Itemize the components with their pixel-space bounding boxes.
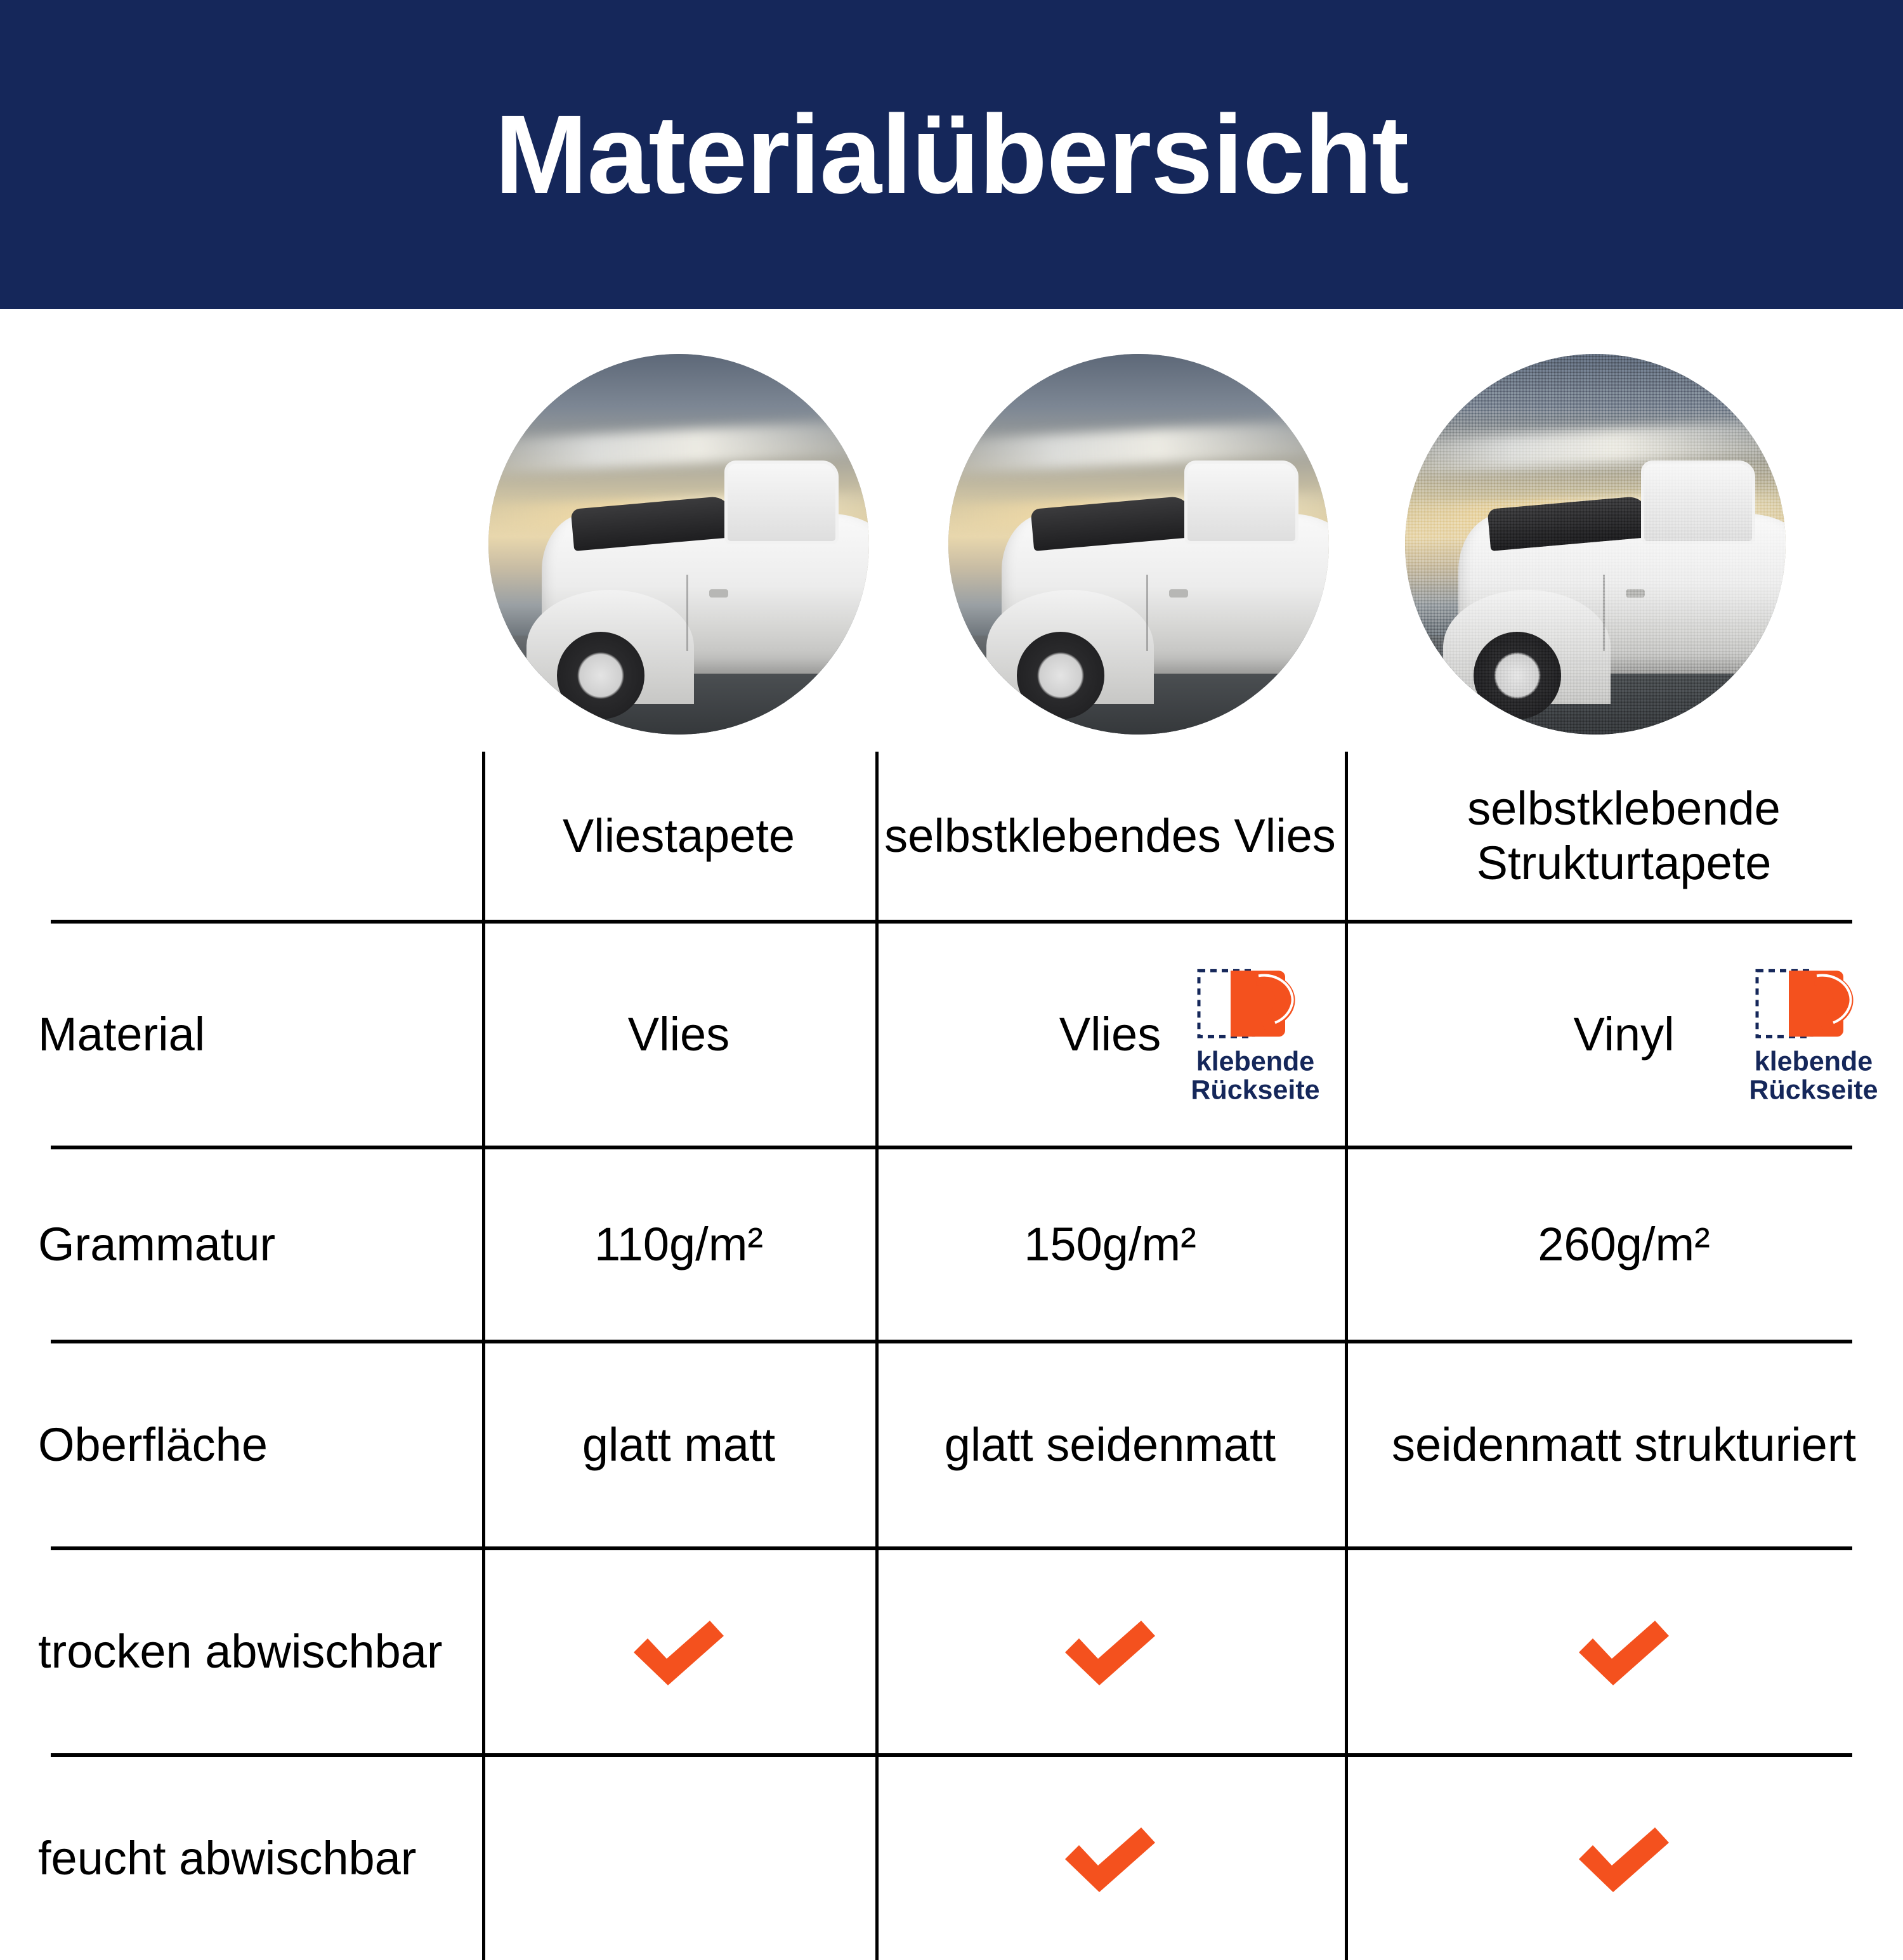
cell-grammatur-selbstklebende-strukturtapete: 260g/m² xyxy=(1538,1218,1710,1271)
row-label-trocken-abwischbar: trocken abwischbar xyxy=(38,1625,443,1678)
table-row xyxy=(0,1343,1903,1546)
cell-oberflaeche-selbstklebendes-vlies: glatt seidenmatt xyxy=(944,1418,1276,1472)
table-row xyxy=(0,1757,1903,1960)
check-icon xyxy=(1570,1610,1678,1693)
page-title: Materialübersicht xyxy=(494,92,1409,217)
thumbnail-vliestapete xyxy=(488,354,869,735)
cell-feucht-selbstklebende-strukturtapete xyxy=(1345,1757,1903,1960)
car-photo-image xyxy=(1405,354,1786,735)
cell-value: Vinyl xyxy=(1573,1008,1675,1061)
table-row xyxy=(0,1149,1903,1340)
cell-feucht-selbstklebendes-vlies xyxy=(875,1757,1345,1960)
row-label-grammatur: Grammatur xyxy=(38,1218,276,1271)
table-header-row xyxy=(0,752,1903,920)
peel-sticker-icon xyxy=(1195,964,1316,1043)
peel-sticker-icon xyxy=(1753,964,1874,1043)
check-icon xyxy=(1056,1610,1164,1693)
car-door-handle xyxy=(1169,589,1188,598)
cell-trocken-vliestapete xyxy=(482,1550,875,1753)
car-window xyxy=(1184,461,1298,544)
klebende-rueckseite-badge xyxy=(1734,964,1893,1104)
car-door-line xyxy=(686,575,688,651)
row-label-feucht-abwischbar: feucht abwischbar xyxy=(38,1832,417,1885)
badge-label: klebende Rückseite xyxy=(1191,1046,1320,1106)
cell-value: Vlies xyxy=(1059,1008,1161,1061)
car-window xyxy=(724,461,839,544)
row-label-oberflaeche: Oberfläche xyxy=(38,1418,268,1472)
car-wheel xyxy=(1017,632,1104,719)
page-header xyxy=(0,0,1903,309)
check-icon xyxy=(625,1610,733,1693)
cell-trocken-selbstklebende-strukturtapete xyxy=(1345,1550,1903,1753)
table-row xyxy=(0,924,1903,1146)
material-preview-row xyxy=(0,350,1903,756)
cell-oberflaeche-selbstklebende-strukturtapete: seidenmatt strukturiert xyxy=(1391,1418,1857,1472)
car-photo-image xyxy=(488,354,869,735)
table-corner-cell xyxy=(0,752,482,920)
car-wheel xyxy=(557,632,644,719)
structure-texture-overlay xyxy=(1405,354,1786,735)
table-row xyxy=(0,1550,1903,1753)
column-header-vliestapete: Vliestapete xyxy=(562,809,795,862)
car-photo-image xyxy=(948,354,1329,735)
column-header-selbstklebende-strukturtapete: selbstklebende Strukturtapete xyxy=(1467,781,1781,889)
cell-grammatur-selbstklebendes-vlies: 150g/m² xyxy=(1024,1218,1196,1271)
klebende-rueckseite-badge xyxy=(1176,964,1335,1104)
cell-oberflaeche-vliestapete: glatt matt xyxy=(582,1418,776,1472)
cell-trocken-selbstklebendes-vlies xyxy=(875,1550,1345,1753)
column-header-selbstklebendes-vlies: selbstklebendes Vlies xyxy=(884,809,1336,862)
cell-material-vliestapete: Vlies xyxy=(627,1008,730,1061)
row-label-material: Material xyxy=(38,1008,206,1061)
car-door-line xyxy=(1146,575,1148,651)
badge-label: klebende Rückseite xyxy=(1749,1046,1878,1106)
thumbnail-selbstklebendes-vlies xyxy=(948,354,1329,735)
thumbnail-selbstklebende-strukturtapete xyxy=(1405,354,1786,735)
cell-material-selbstklebendes-vlies xyxy=(875,924,1345,1146)
cell-grammatur-vliestapete: 110g/m² xyxy=(594,1218,763,1271)
cell-material-selbstklebende-strukturtapete xyxy=(1345,924,1903,1146)
car-door-handle xyxy=(709,589,728,598)
check-icon xyxy=(1570,1817,1678,1900)
material-comparison-table xyxy=(0,752,1903,1960)
cell-feucht-vliestapete xyxy=(482,1757,875,1960)
check-icon xyxy=(1056,1817,1164,1900)
